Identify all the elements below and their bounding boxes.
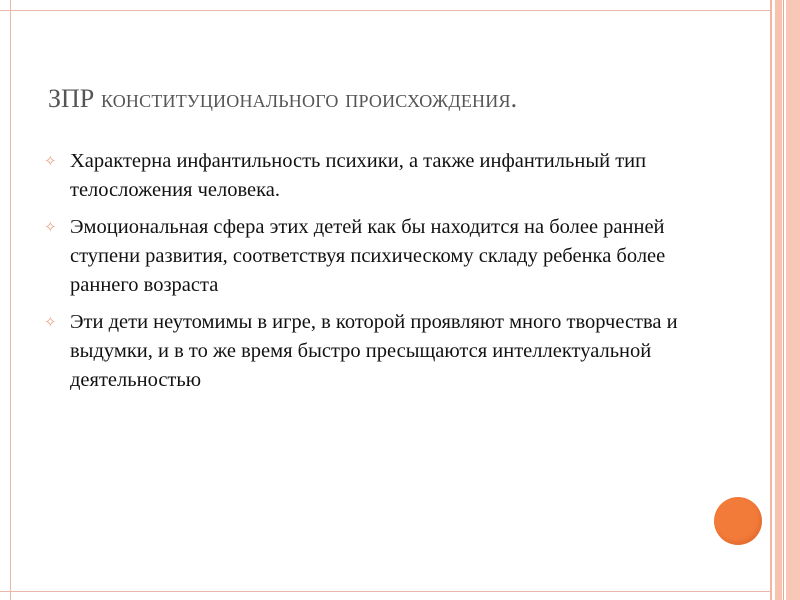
- frame-line-left: [10, 0, 11, 600]
- bullet-marker-icon: ✧: [44, 154, 57, 170]
- slide-title-main: ЗПР: [48, 84, 95, 113]
- bullet-text: Эти дети неутомимы в игре, в которой проявляют много творчества и выдумки, и в то же время быстро пресыщаются интеллектуальной деятельностью: [70, 311, 678, 391]
- frame-line-top: [0, 10, 770, 11]
- bullet-marker-icon: ✧: [44, 315, 57, 331]
- list-item: [44, 213, 724, 300]
- bullet-text: Характерна инфантильность психики, а также инфантильный тип телосложения человека.: [70, 150, 647, 201]
- bullet-text: Эмоциональная сфера этих детей как бы находится на более ранней ступени развития, соответствуя психическому складу ребенка более раннего возраста: [70, 216, 666, 296]
- list-item: [44, 147, 724, 205]
- bullet-marker-icon: ✧: [44, 220, 57, 236]
- decorative-circle-icon: [714, 497, 762, 545]
- bullet-list: [44, 147, 724, 403]
- decorative-stripe: [783, 0, 784, 600]
- decorative-stripe: [775, 0, 782, 600]
- frame-line-bottom: [0, 591, 770, 592]
- slide-title-rest: конституционального происхождения.: [94, 84, 518, 113]
- decorative-stripe: [770, 0, 772, 600]
- slide-title: [48, 84, 748, 114]
- decorative-stripe: [786, 0, 800, 600]
- list-item: [44, 308, 724, 395]
